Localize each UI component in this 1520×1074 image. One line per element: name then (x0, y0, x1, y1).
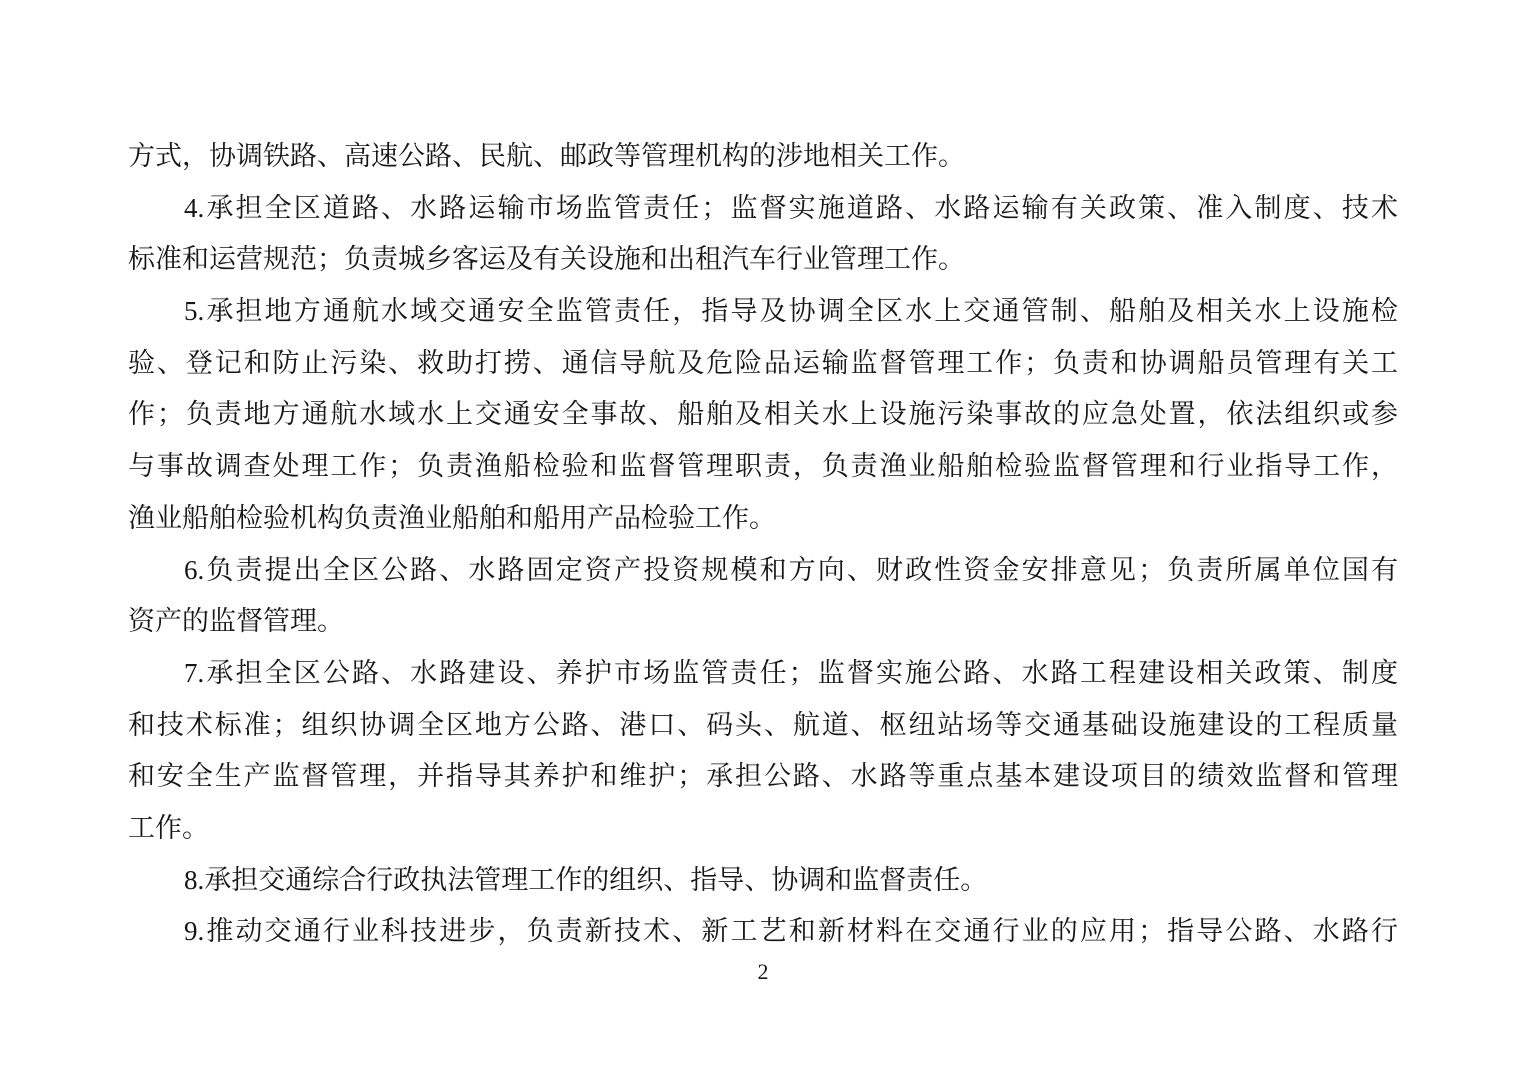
document-line: 作；负责地方通航水域水上交通安全事故、船舶及相关水上设施污染事故的应急处置，依法组织或参 (128, 399, 1398, 430)
document-line: 和技术标准；组织协调全区地方公路、港口、码头、航道、枢纽站场等交通基础设施建设的工程质量 (128, 709, 1398, 740)
document-line: 方式，协调铁路、高速公路、民航、邮政等管理机构的涉地相关工作。 (128, 141, 965, 171)
document-line: 和安全生产监督管理，并指导其养护和维护；承担公路、水路等重点基本建设项目的绩效监督和管理 (128, 761, 1398, 792)
document-line: 渔业船舶检验机构负责渔业船舶和船用产品检验工作。 (128, 502, 776, 533)
document-line: 5.承担地方通航水域交通安全监管责任，指导及协调全区水上交通管制、船舶及相关水上设施检 (184, 296, 1398, 327)
page-number: 2 (757, 959, 769, 984)
document-line: 与事故调查处理工作；负责渔船检验和监督管理职责，负责渔业船舶检验监督管理和行业指导工作， (128, 451, 1398, 482)
document-line: 工作。 (128, 812, 209, 843)
document-line: 8.承担交通综合行政执法管理工作的组织、指导、协调和监督责任。 (184, 864, 988, 895)
text-block (128, 131, 1398, 958)
document-line: 验、登记和防止污染、救助打捞、通信导航及危险品运输监督管理工作；负责和协调船员管理有关工 (128, 347, 1398, 378)
document-line: 标准和运营规范；负责城乡客运及有关设施和出租汽车行业管理工作。 (128, 244, 965, 275)
document-line: 6.负责提出全区公路、水路固定资产投资规模和方向、财政性资金安排意见；负责所属单位国有 (184, 554, 1398, 585)
document-line: 9.推动交通行业科技进步，负责新技术、新工艺和新材料在交通行业的应用；指导公路、水路行 (184, 916, 1398, 947)
document-line: 7.承担全区公路、水路建设、养护市场监管责任；监督实施公路、水路工程建设相关政策、制度 (184, 657, 1398, 688)
document-line: 资产的监督管理。 (128, 606, 344, 637)
document-line: 4.承担全区道路、水路运输市场监管责任；监督实施道路、水路运输有关政策、准入制度、技术 (184, 192, 1398, 223)
